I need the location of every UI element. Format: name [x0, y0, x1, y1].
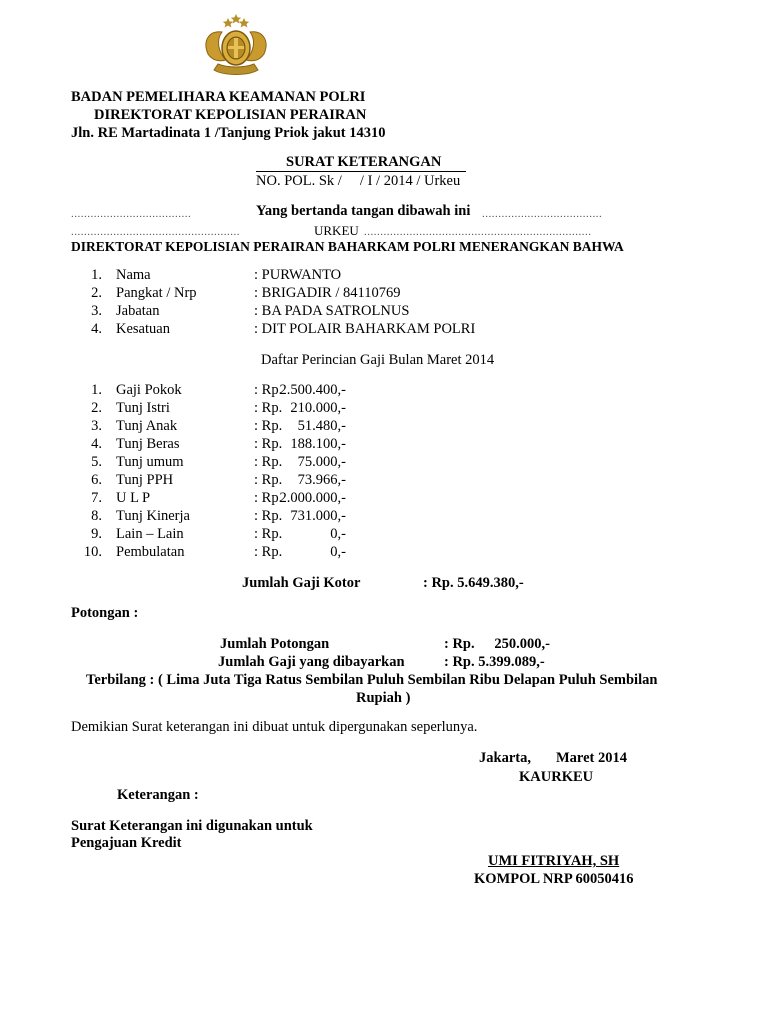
- amount-in-words: Terbilang : ( Lima Juta Tiga Ratus Sembilan Puluh Sembilan Ribu Delapan Puluh Sembilan: [86, 672, 658, 688]
- undersigned-text: Yang bertanda tangan dibawah ini: [256, 203, 471, 219]
- signatory-name: UMI FITRIYAH, SH: [488, 853, 620, 869]
- closing-statement: Demikian Surat keterangan ini dibuat untuk dipergunakan seperlunya.: [71, 719, 478, 735]
- police-emblem-logo: [200, 14, 272, 78]
- notes-line-2: Pengajuan Kredit: [71, 835, 182, 851]
- dotted-leader: ....................................................: [71, 226, 240, 238]
- emblem-star-left: [223, 18, 233, 28]
- statement-text: DIREKTORAT KEPOLISIAN PERAIRAN BAHARKAM POLRI MENERANGKAN BAHWA: [71, 239, 624, 254]
- document-page: BADAN PEMELIHARA KEAMANAN POLRI DIREKTORAT KEPOLISIAN PERAIRAN Jln. RE Martadinata 1 /Tanjung Priok jakut 14310 SURAT KETERANGAN NO. POL. Sk / / I / 2014 / Urkeu ..................................... Yang bertanda tangan dibawah ini ..................................... .................................................... URKEU ...................................................................... DIREKTORAT KEPOLISIAN PERAIRAN BAHARKAM POLRI MENERANGKAN BAHWA 1. Nama : PURWANTO 2. Pangkat / Nrp : BRIGADIR / 84110769 3. Jabatan : BA PADA SATROLNUS 4. Kesatuan : DIT POLAIR BAHARKAM POLRI Daftar Perincian Gaji Bulan Maret 2014 1. Gaji Pokok : Rp.2.500.400,- 2. Tunj Istri : Rp. 210.000,- 3. Tunj Anak : Rp. 51.480,- 4. Tunj Beras : Rp. 188.100,- 5. Tunj umum : Rp. 75.000,- 6. Tunj PPH : Rp. 73.966,- 7. U L P : Rp.2.000.000,- 8. Tunj Kinerja : Rp. 731.000,- 9. Lain – Lain : Rp. 0,- 10. Pembulatan : Rp. 0,- Jumlah Gaji Kotor : Rp. 5.649.380,- Potongan : Jumlah Potongan : Rp. 250.000,- Jumlah Gaji yang dibayarkan : Rp. 5.399.089,- Terbilang : ( Lima Juta Tiga Ratus Sembilan Puluh Sembilan Ribu Delapan Puluh Sembilan Rupiah ) Demikian Surat keterangan ini dibuat untuk dipergunakan seperlunya. Jakarta, Maret 2014 KAURKEU Keterangan : Surat Keterangan ini digunakan untuk Pengajuan Kredit UMI FITRIYAH, SH KOMPOL NRP 60050416: [0, 0, 768, 1024]
- signature-office: KAURKEU: [519, 769, 594, 785]
- letter-title: SURAT KETERANGAN: [286, 154, 442, 170]
- emblem-star-right: [239, 18, 249, 28]
- signature-date: Maret 2014: [556, 750, 627, 766]
- amount-in-words-end: Rupiah ): [356, 690, 411, 706]
- gross-label: Jumlah Gaji Kotor: [242, 575, 361, 591]
- salary-title: Daftar Perincian Gaji Bulan Maret 2014: [261, 352, 495, 368]
- deductions-label: Potongan :: [71, 605, 139, 621]
- dotted-leader: ......................................................................: [364, 226, 592, 238]
- net-salary-label: Jumlah Gaji yang dibayarkan: [218, 654, 405, 670]
- total-deduction-label: Jumlah Potongan: [220, 636, 330, 652]
- notes-line-1: Surat Keterangan ini digunakan untuk: [71, 818, 313, 834]
- gross-value: : Rp. 5.649.380,-: [423, 575, 524, 591]
- total-deduction-value: : Rp. 250.000,-: [444, 636, 550, 652]
- letter-number: NO. POL. Sk / / I / 2014 / Urkeu: [256, 173, 461, 189]
- header-directorate: DIREKTORAT KEPOLISIAN PERAIRAN: [94, 107, 367, 123]
- signature-place: Jakarta,: [479, 750, 531, 766]
- signatory-rank: KOMPOL NRP 60050416: [474, 871, 634, 887]
- header-address: Jln. RE Martadinata 1 /Tanjung Priok jakut 14310: [71, 125, 386, 141]
- dotted-leader: .....................................: [71, 208, 192, 220]
- unit-text: URKEU: [314, 223, 359, 238]
- dotted-leader: .....................................: [482, 208, 603, 220]
- notes-label: Keterangan :: [117, 787, 199, 803]
- title-divider: [256, 171, 466, 172]
- net-salary-value: : Rp. 5.399.089,-: [444, 654, 545, 670]
- header-agency: BADAN PEMELIHARA KEAMANAN POLRI: [71, 89, 366, 105]
